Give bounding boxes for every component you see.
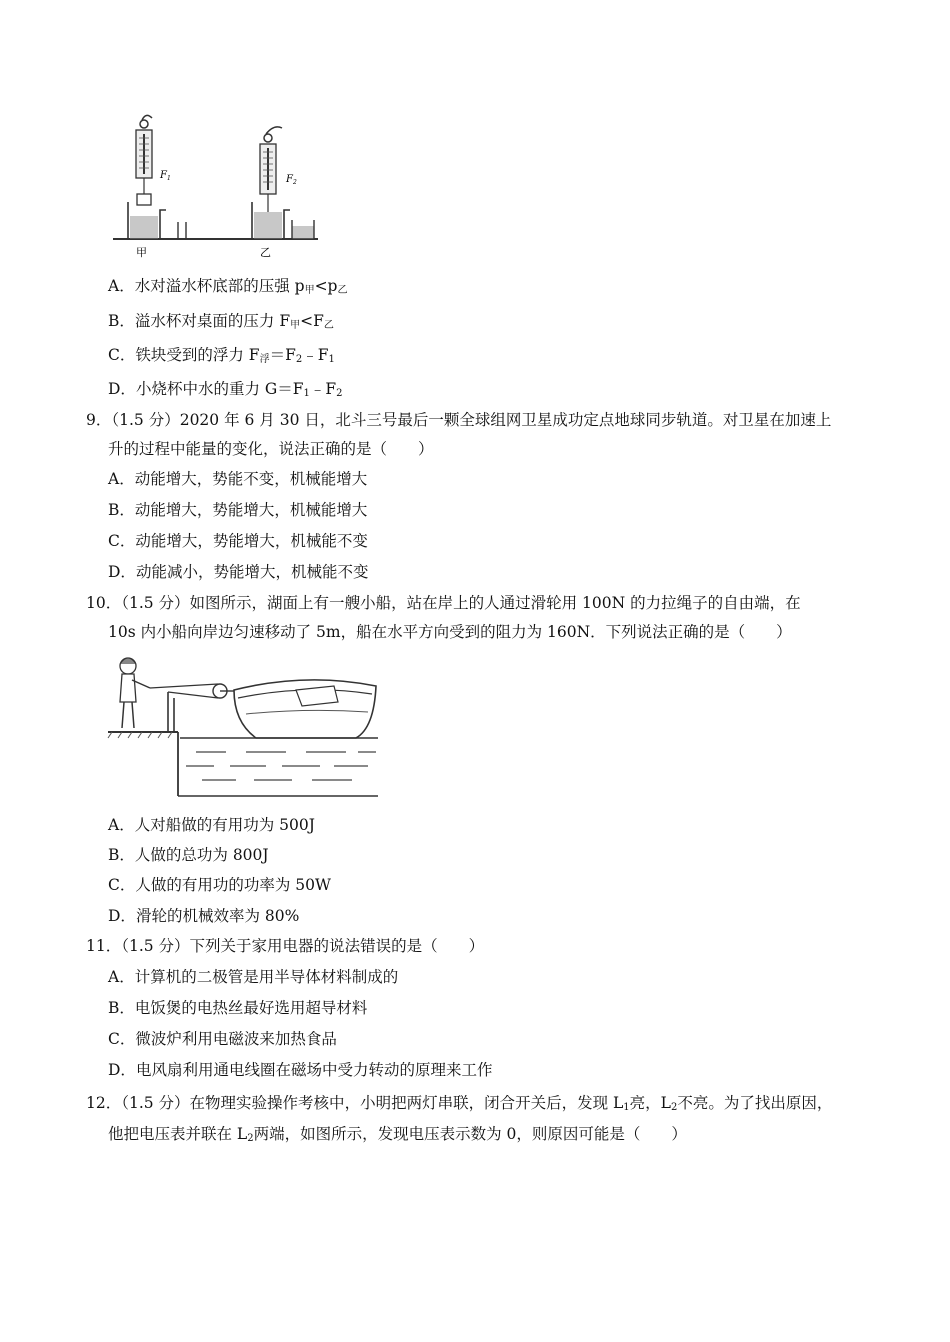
f2-label: $F_2$ <box>286 174 297 186</box>
q8-option-b: B．溢水杯对桌面的压力 $F_甲<F_乙$ <box>108 312 334 331</box>
q12-stem-line1: 12．（1.5 分）在物理实验操作考核中，小明把两灯串联，闭合开关后，发现 $L_1$亮，$L_2$不亮。为了找出原因， <box>86 1094 833 1113</box>
q8-figure <box>108 110 328 260</box>
q11-option-d: D．电风扇利用通电线圈在磁场中受力转动的原理来工作 <box>108 1061 493 1079</box>
q8-option-a: A．水对溢水杯底部的压强 $p_甲<p_乙$ <box>108 277 348 296</box>
q9-option-a: A．动能增大，势能不变，机械能增大 <box>108 470 368 488</box>
q8-option-d: D．小烧杯中水的重力 $G=F_1﹣F_2$ <box>108 380 343 399</box>
q9-option-c: C．动能增大，势能增大，机械能不变 <box>108 532 368 550</box>
q11-option-c: C．微波炉利用电磁波来加热食品 <box>108 1030 337 1048</box>
q11-option-a: A．计算机的二极管是用半导体材料制成的 <box>108 968 399 986</box>
q9-option-d: D．动能减小，势能增大，机械能不变 <box>108 563 369 581</box>
q9-option-b: B．动能增大，势能增大，机械能增大 <box>108 501 368 519</box>
q11-option-b: B．电饭煲的电热丝最好选用超导材料 <box>108 999 368 1017</box>
q10-option-d: D．滑轮的机械效率为 80% <box>108 907 300 925</box>
label-jia: 甲 <box>136 246 147 259</box>
q10-option-b: B．人做的总功为 800J <box>108 846 269 864</box>
q10-option-a: A．人对船做的有用功为 500J <box>108 816 315 834</box>
label-yi: 乙 <box>260 246 271 259</box>
q10-stem-line2: 10s 内小船向岸边匀速移动了 5m，船在水平方向受到的阻力为 160N．下列说法正确的是（ ） <box>108 623 792 641</box>
q10-stem-line1: 10．（1.5 分）如图所示，湖面上有一艘小船，站在岸上的人通过滑轮用 100N 的力拉绳子的自由端，在 <box>86 594 801 612</box>
q12-stem-line2: 他把电压表并联在 $L_2$两端，如图所示，发现电压表示数为 0，则原因可能是（ ） <box>108 1125 687 1144</box>
q8-option-c: C．铁块受到的浮力 $F_浮=F_2﹣F_1$ <box>108 346 335 365</box>
f1-label: $F_1$ <box>160 170 171 182</box>
q11-stem: 11．（1.5 分）下列关于家用电器的说法错误的是（ ） <box>86 937 485 955</box>
q10-option-c: C．人做的有用功的功率为 50W <box>108 876 331 894</box>
q9-stem-line1: 9．（1.5 分）2020 年 6 月 30 日，北斗三号最后一颗全球组网卫星成功定点地球同步轨道。对卫星在加速上 <box>86 411 832 429</box>
q9-stem-line2: 升的过程中能量的变化，说法正确的是（ ） <box>108 440 434 458</box>
q10-figure <box>106 650 380 800</box>
